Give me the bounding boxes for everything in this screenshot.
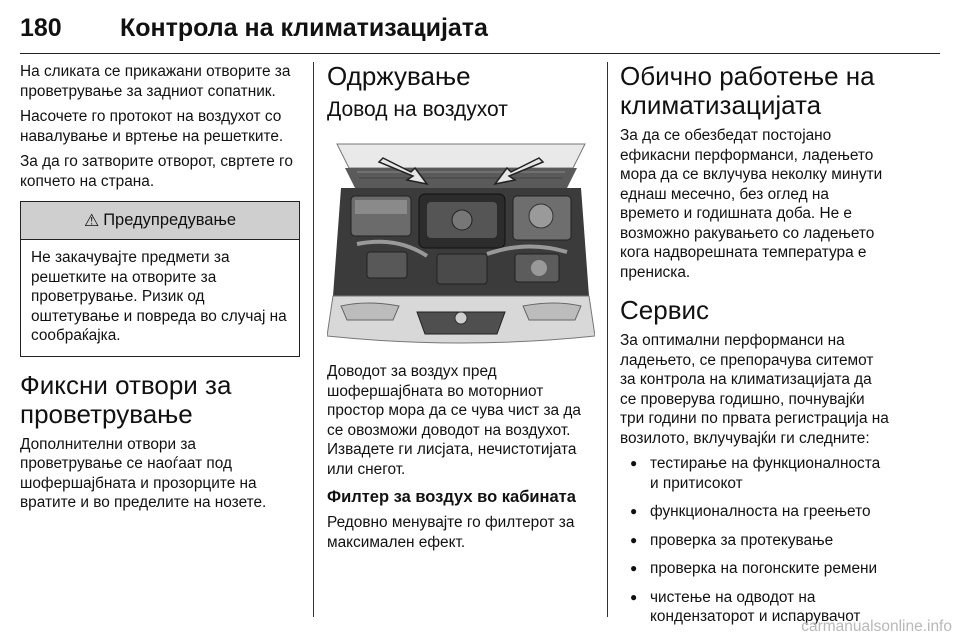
warning-box [20, 201, 300, 357]
close-vent-paragraph: За да го затворите отворот, свртете го копчето на страна. [20, 153, 293, 190]
service-paragraph: За оптимални перформанси на ладењето, се препорачува ситемот за контрола на климатизацијата да се проверува годишно, почнувајќи три години по првата регистрација на возилото, вклучувајќи ги следните: [620, 332, 889, 447]
cabin-filter-paragraph: Редовно менувајте го филтерот за максимален ефект. [327, 514, 575, 551]
air-intake-paragraph: Доводот за воздух пред шофершајбната во моторниот простор мора да се чува чист за да се овозможи доводот на воздухот. Извадете ги лисјата, нечистотијата или снегот. [327, 363, 581, 478]
service-heading: Сервис [620, 295, 710, 325]
regular-operation-heading: Обично работење на климатизацијата [620, 61, 875, 120]
rear-vents-paragraph: На сликата се прикажани отворите за проветрување за задниот сопатник. [20, 63, 291, 100]
warning-header [21, 202, 299, 240]
chapter-title: Контрола на климатизацијата [120, 14, 488, 42]
warning-title: Предупредување [103, 211, 237, 229]
column-divider-2 [607, 62, 608, 617]
list-item: ● проверка за протекување [620, 531, 890, 551]
column-left [20, 62, 300, 519]
fixed-vents-paragraph: Дополнителни отвори за проветрување се наоѓаат под шофершајбната и прозорците на вратите и во пределите на нозете. [20, 435, 267, 511]
warning-triangle-icon: ⚠ [83, 210, 100, 230]
page-number: 180 [20, 14, 62, 42]
column-middle [327, 62, 595, 558]
watermark: carmanualsonline.info [801, 618, 952, 635]
page-header [20, 8, 940, 54]
regular-operation-paragraph: За да се обезбедат постојано ефикасни перформанси, ладењето мора да се вклучува неколку минути еднаш месечно, без оглед на времето и годишната доба. Не е возможно ракувањето со ладењето кога надворешната температура е прениска. [620, 127, 883, 281]
engine-bay-illustration [327, 136, 595, 348]
maintenance-heading: Одржување [327, 61, 471, 91]
air-intake-heading: Довод на воздухот [327, 98, 508, 121]
fixed-vents-heading: Фиксни отвори за проветрување [20, 369, 232, 429]
column-divider-1 [313, 62, 314, 617]
list-item: ● проверка на погонските ремени [620, 559, 890, 579]
list-item: ● тестирање на функционалноста и притисокот [620, 454, 890, 493]
cabin-filter-heading: Филтер за воздух во кабината [327, 488, 576, 506]
list-item: ● функционалноста на греењето [620, 502, 890, 522]
airflow-paragraph: Насочете го протокот на воздухот со навалување и вртење на решетките. [20, 108, 284, 145]
warning-body: Не закачувајте предмети за решетките на отворите за проветрување. Ризик од оштетување и повреда во случај на сообраќајка. [31, 249, 287, 344]
column-right [620, 62, 890, 636]
list-item: ● чистење на одводот на кондензаторот и испарувачот [620, 588, 890, 627]
service-checklist [620, 454, 890, 627]
